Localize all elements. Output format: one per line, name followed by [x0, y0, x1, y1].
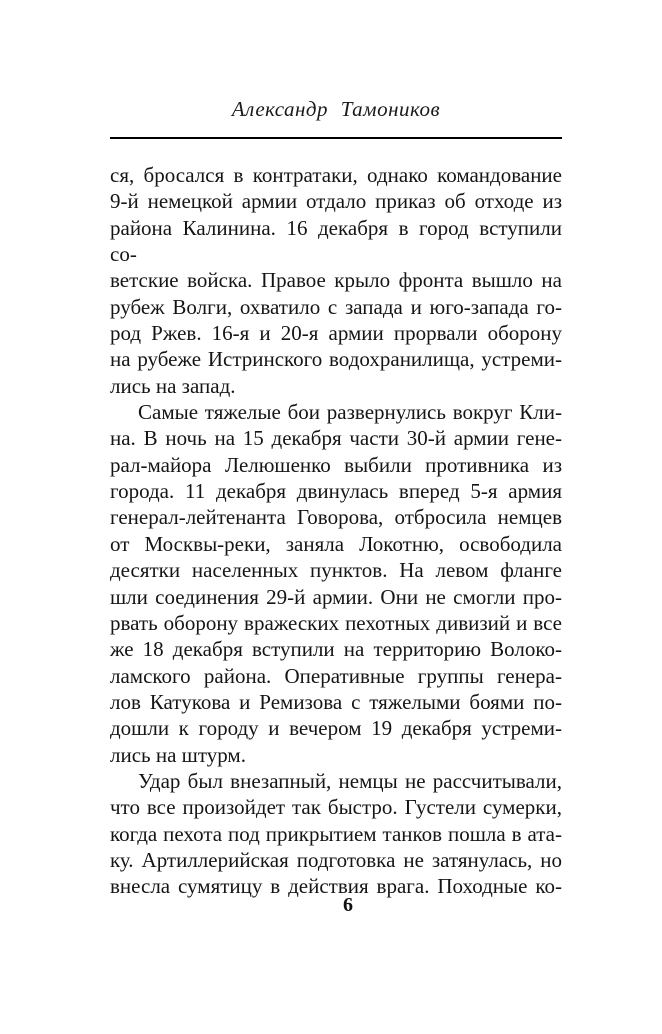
- text-line: рубеж Волги, охватило с запада и юго-запада го-: [110, 294, 562, 319]
- text-line: внесла сумятицу в действия врага. Походные ко-: [110, 874, 562, 899]
- text-line: на рубеже Истринского водохранилища, устреми-: [110, 347, 562, 372]
- text-line: рал-майора Лелюшенко выбили противника из: [110, 452, 562, 477]
- text-line: рвать оборону вражеских пехотных дивизий и все: [110, 610, 562, 635]
- text-line: ся, бросался в контратаки, однако командование: [110, 163, 562, 187]
- text-line: же 18 декабря вступили на территорию Волоко-: [110, 637, 562, 662]
- text-line: генерал-лейтенанта Говорова, отбросила немцев: [110, 505, 562, 530]
- author-name: Александр Тамоников: [231, 97, 441, 121]
- text-line: от Москвы-реки, заняла Локотню, освободила: [110, 531, 562, 556]
- text-line: на. В ночь на 15 декабря части 30-й армии гене-: [110, 426, 562, 451]
- text-line: шли соединения 29-й армии. Они не смогли про-: [110, 584, 562, 609]
- text-line: что все произойдет так быстро. Густели сумерки,: [110, 795, 562, 820]
- text-line: род Ржев. 16-я и 20-я армии прорвали оборону: [110, 321, 562, 346]
- text-line: ку. Артиллерийская подготовка не затянулась, но: [110, 847, 562, 872]
- page-header: [110, 97, 562, 122]
- text-line: города. 11 декабря двинулась вперед 5-я армия: [110, 479, 562, 504]
- text-line: Удар был внезапный, немцы не рассчитывали,: [138, 768, 562, 793]
- text-line: дошли к городу и вечером 19 декабря устреми-: [110, 716, 562, 741]
- text-line: Самые тяжелые бои развернулись вокруг Кли-: [138, 400, 562, 425]
- text-line: лов Катукова и Ремизова с тяжелыми боями по-: [110, 689, 562, 714]
- text-line: 9-й немецкой армии отдало приказ об отходе из: [110, 189, 562, 214]
- text-line: ветские войска. Правое крыло фронта вышло на: [110, 268, 562, 293]
- text-line: ламского района. Оперативные группы генера-: [110, 663, 562, 688]
- text-line: лись на запад.: [110, 373, 236, 398]
- text-line: лись на штурм.: [110, 742, 246, 767]
- text-line: когда пехота под прикрытием танков пошла в ата-: [110, 821, 562, 846]
- body-text: [110, 162, 562, 900]
- header-rule: [110, 137, 562, 139]
- text-line: района Калинина. 16 декабря в город вступили со-: [110, 215, 562, 267]
- text-line: десятки населенных пунктов. На левом фланге: [110, 558, 562, 583]
- page-number: 6: [343, 894, 353, 916]
